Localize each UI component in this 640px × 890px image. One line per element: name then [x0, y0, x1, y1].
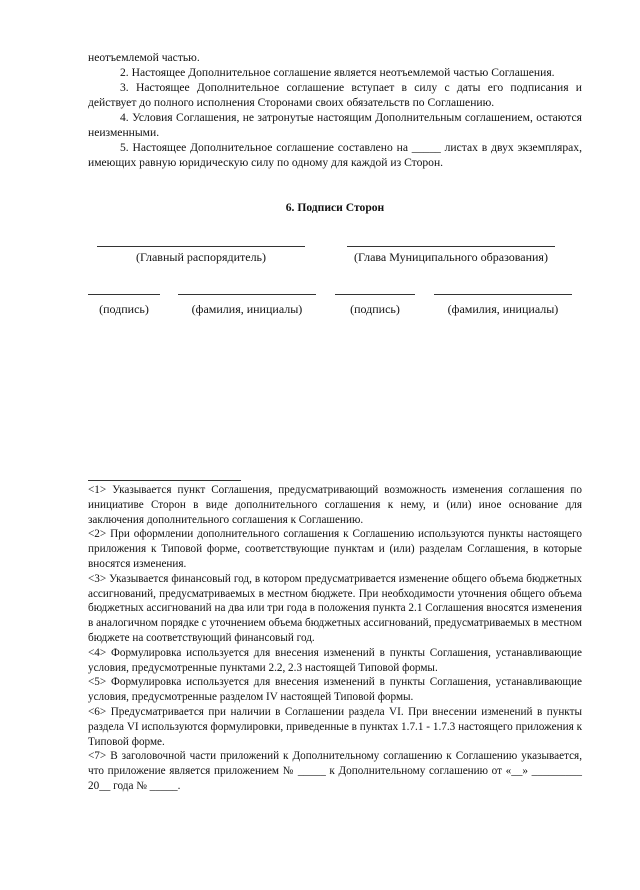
- right-name-label: (фамилия, инициалы): [447, 302, 559, 316]
- footnote-separator: [88, 480, 241, 481]
- footnote-7: <7> В заголовочной части приложений к Дополнительному соглашению к Соглашению указывается, что приложение является приложением № _____ к Дополнительному соглашению от «__» _________ 20__ года № _____.: [88, 750, 582, 792]
- left-signature-label: (подпись): [99, 302, 149, 316]
- section-title-signatures: 6. Подписи Сторон: [285, 201, 385, 214]
- paragraph-3: 3. Настоящее Дополнительное соглашение вступает в силу с даты его подписания и действует до полного исполнения Сторонами своих обязательств по Соглашению.: [88, 81, 582, 109]
- left-name-label: (фамилия, инициалы): [191, 302, 303, 316]
- left-role-label: (Главный распорядитель): [135, 250, 267, 264]
- paragraph-4: 4. Условия Соглашения, не затронутые настоящим Дополнительным соглашением, остаются неизменными.: [88, 111, 582, 139]
- footnote-6: <6> Предусматривается при наличии в Соглашении раздела VI. При внесении изменений в пункты раздела VI используются формулировки, приведенные в пунктах 1.7.1 - 1.7.3 настоящего приложения к Типовой форме.: [88, 705, 582, 748]
- footnote-1: <1> Указывается пункт Соглашения, предусматривающий возможность изменения соглашения по инициативе Сторон в виде дополнительного соглашения к нему, и (или) иное основание для заключения дополнительного соглашения к Соглашению.: [88, 484, 582, 526]
- agreement-body: [88, 50, 582, 170]
- right-signature-line: [335, 294, 415, 295]
- footnotes: [88, 483, 582, 794]
- right-role-label: (Глава Муниципального образования): [354, 250, 548, 264]
- left-name-line: [178, 294, 316, 295]
- footnote-5: <5> Формулировка используется для внесения изменений в пункты Соглашения, устанавливающие условия, предусмотренные разделом IV настоящей Типовой формы.: [88, 676, 582, 704]
- footnote-3: <3> Указывается финансовый год, в котором предусматривается изменение общего объема бюджетных ассигнований, предусматриваемых в местном бюджете. При необходимости уточнения общего объема бюджетных ассигнований на два или три года в положения пункта 2.1 Соглашения вносятся изменения в аналогичном порядке с уточнением объема бюджетных ассигнований, предусматриваемых в местном бюджете на соответствующий финансовый год.: [88, 572, 582, 644]
- right-name-line: [434, 294, 572, 295]
- left-signature-line: [88, 294, 160, 295]
- paragraph-continuation: неотъемлемой частью.: [88, 51, 200, 64]
- footnote-2: <2> При оформлении дополнительного соглашения к Соглашению используются пункты настоящего приложения к Типовой форме, соответствующие пунктам и (или) разделам Соглашения, в которые вносятся изменения.: [88, 528, 582, 570]
- right-signature-label: (подпись): [350, 302, 400, 316]
- right-role-line: [347, 246, 555, 247]
- left-role-line: [97, 246, 305, 247]
- paragraph-2: 2. Настоящее Дополнительное соглашение является неотъемлемой частью Соглашения.: [120, 66, 555, 79]
- paragraph-5: 5. Настоящее Дополнительное соглашение составлено на _____ листах в двух экземплярах, имеющих равную юридическую силу по одному для каждой из Сторон.: [88, 141, 582, 169]
- footnote-4: <4> Формулировка используется для внесения изменений в пункты Соглашения, устанавливающие условия, предусмотренные пунктами 2.2, 2.3 настоящей Типовой формы.: [88, 646, 582, 674]
